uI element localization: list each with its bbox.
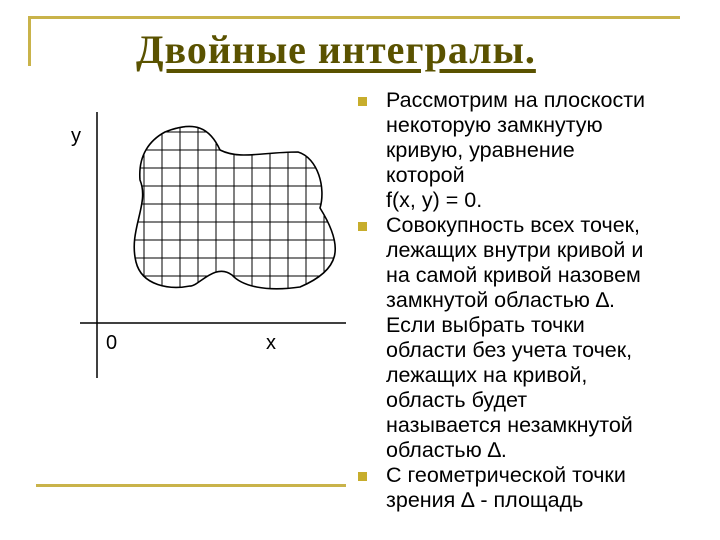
bullet-line: кривую, уравнение [386, 138, 575, 162]
bullet-line: Совокупность всех точек, [386, 213, 641, 237]
x-axis-label: x [266, 332, 276, 354]
bullet-line: Если выбрать точки [386, 313, 585, 337]
bullet-line: лежащих на кривой, [386, 363, 588, 387]
origin-label: 0 [106, 332, 118, 354]
bullet-item-3 [346, 463, 706, 513]
bullet-line: зрения ∆ - площадь [386, 488, 584, 512]
bullet-line: f(x, y) = 0. [386, 188, 483, 212]
bullet-square-icon [358, 222, 367, 231]
region-grid [120, 100, 350, 300]
bullet-line: некоторую замкнутую [386, 113, 603, 137]
bullet-line: замкнутой областью ∆. [386, 288, 616, 312]
bullet-line: области без учета точек, [386, 338, 633, 362]
bullet-square-icon [358, 97, 367, 106]
bullet-line: областью ∆. [386, 438, 507, 462]
bullet-line: Рассмотрим на плоскости [386, 88, 646, 112]
y-axis-label: y [71, 125, 81, 147]
bullet-line: область будет [386, 388, 528, 412]
bullet-line: на самой кривой назовем [386, 263, 641, 287]
region-boundary [134, 126, 335, 288]
bullet-item-1 [346, 88, 706, 213]
bullet-line: С геометрической точки [386, 463, 626, 487]
slide-title: Двойные интегралы. [136, 27, 536, 72]
bullet-line: которой [386, 163, 465, 187]
bullet-item-2 [346, 213, 706, 463]
slide-content [346, 88, 706, 540]
bullet-line: лежащих внутри кривой и [386, 238, 644, 262]
bullet-line: называется незамкнутой [386, 413, 633, 437]
bullet-list [346, 88, 706, 513]
bullet-square-icon [358, 472, 367, 481]
